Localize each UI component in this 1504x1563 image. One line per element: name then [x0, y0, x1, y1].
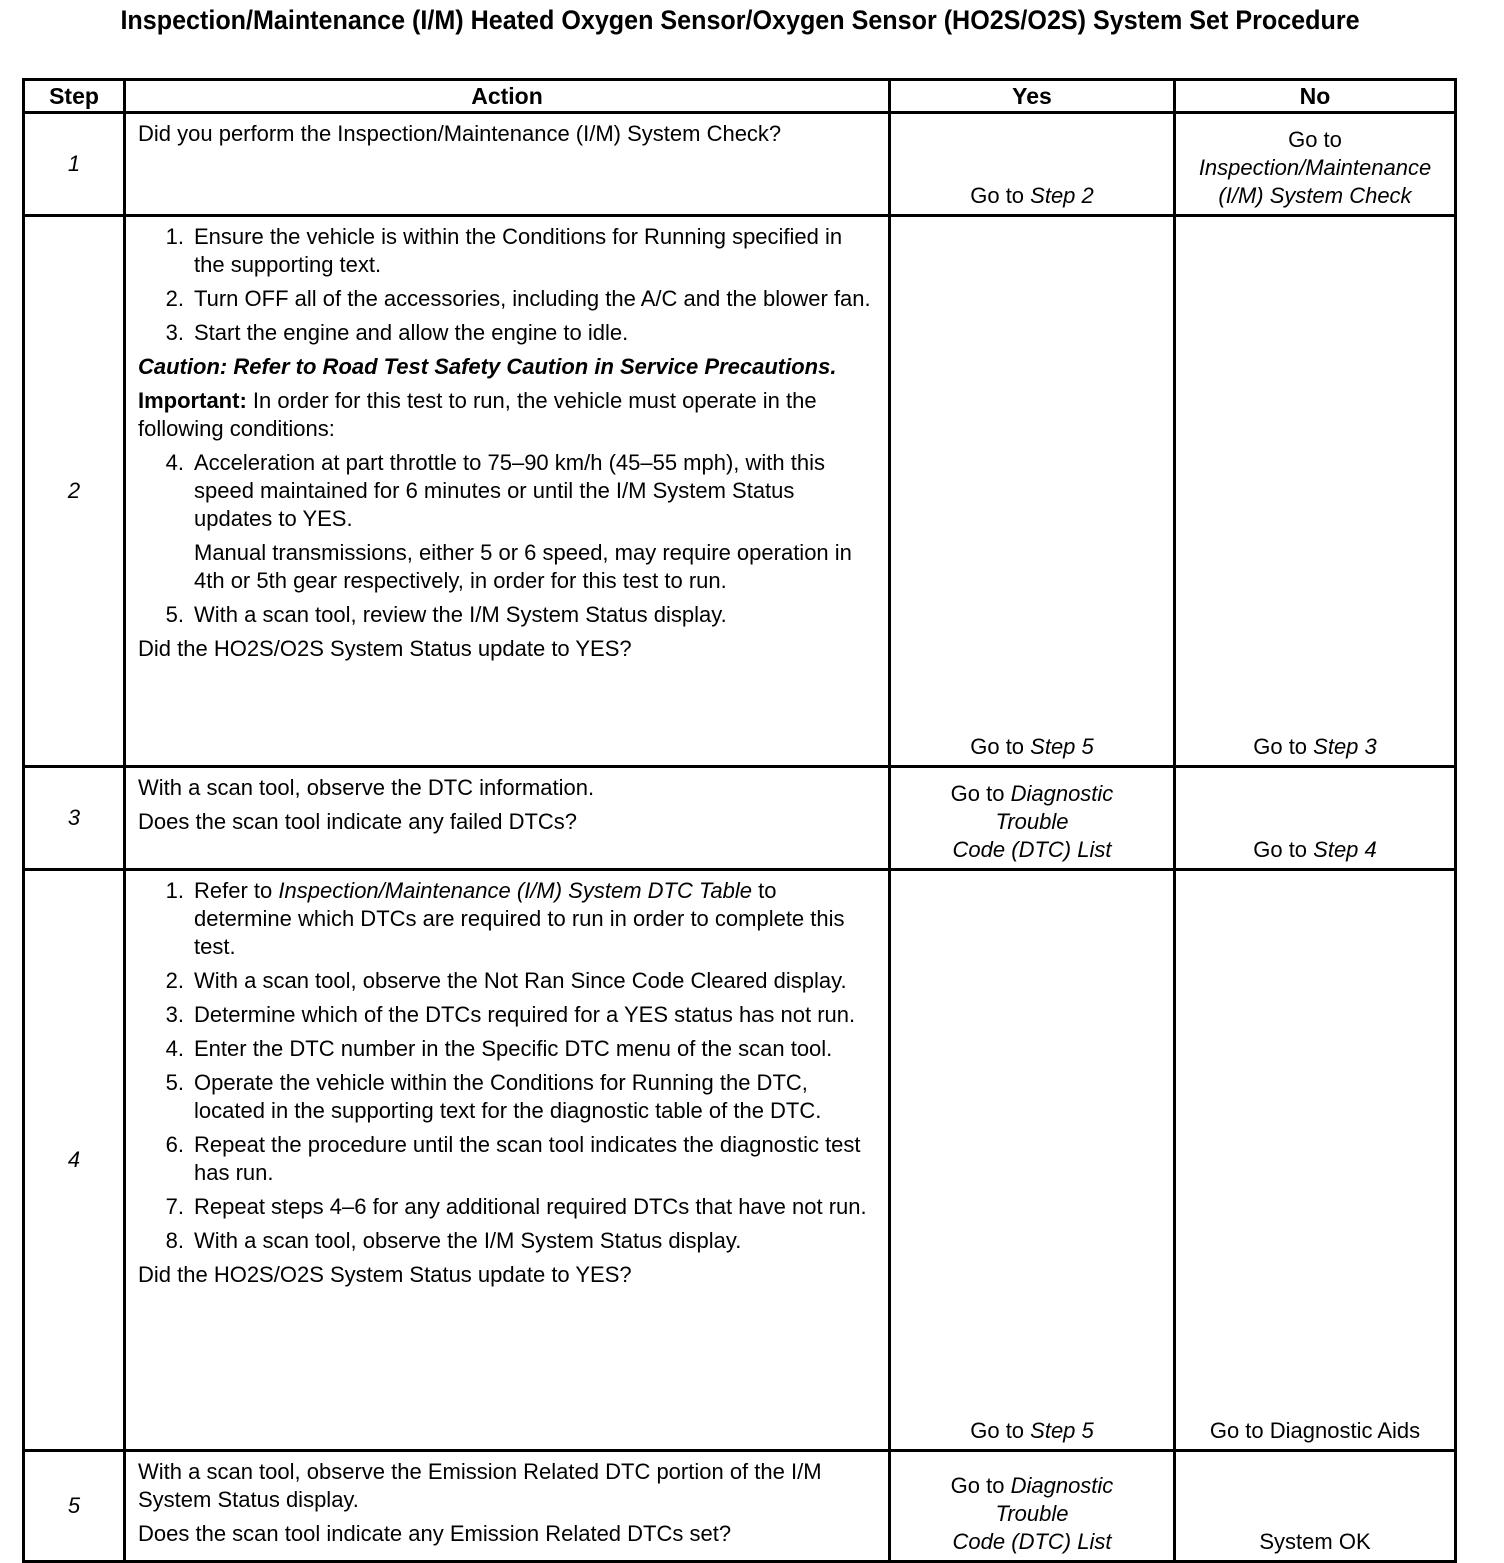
header-action: Action — [125, 80, 890, 113]
important-note — [138, 387, 878, 443]
table-row — [24, 113, 1456, 216]
header-no: No — [1175, 80, 1456, 113]
step-action — [125, 216, 890, 767]
list-item — [138, 877, 878, 961]
step-action — [125, 113, 890, 216]
yes-link-step-5[interactable]: Step 5 — [1030, 1418, 1094, 1443]
list-item — [138, 1035, 878, 1063]
list-item — [138, 601, 878, 629]
list-item — [138, 1001, 878, 1029]
item-number: 3. — [165, 320, 184, 345]
procedure-table — [22, 78, 1457, 1563]
item-text: Operate the vehicle within the Conditions for Running the DTC, located in the supporting text for the diagnostic table of the DTC. — [194, 1070, 822, 1123]
item-number: 7. — [165, 1194, 184, 1219]
item-text: Enter the DTC number in the Specific DTC menu of the scan tool. — [194, 1036, 833, 1061]
no-link-step-4[interactable]: Step 4 — [1313, 837, 1377, 862]
list-item — [138, 1227, 878, 1255]
no-prefix: Go to — [1253, 837, 1314, 862]
yes-prefix: Go to — [950, 781, 1011, 806]
yes-link-step-2[interactable]: Step 2 — [1030, 183, 1094, 208]
item-number: 6. — [165, 1132, 184, 1157]
important-text: In order for this test to run, the vehicle must operate in the following conditions: — [138, 388, 817, 441]
item-text: With a scan tool, review the I/M System Status display. — [194, 602, 727, 627]
item-text: Acceleration at part throttle to 75–90 km/h (45–55 mph), with this speed maintained for 6 minutes or until the I/M System Status updates to YES. — [194, 450, 825, 531]
yes-prefix: Go to — [970, 183, 1031, 208]
yes-link-dtc-list[interactable]: Diagnostic — [1010, 781, 1114, 806]
step-action — [125, 1451, 890, 1562]
caution-note: Caution: Refer to Road Test Safety Caution in Service Precautions. — [138, 354, 837, 379]
list-item — [138, 449, 878, 533]
item-number: 5. — [165, 1070, 184, 1095]
item-note: Manual transmissions, either 5 or 6 speed, may require operation in 4th or 5th gear respectively, in order for this test to run. — [194, 540, 852, 593]
no-cell — [1175, 870, 1456, 1451]
item-text: With a scan tool, observe the Not Ran Since Code Cleared display. — [194, 968, 847, 993]
item-text: Determine which of the DTCs required for a YES status has not run. — [194, 1002, 856, 1027]
no-cell — [1175, 113, 1456, 216]
item-number: 8. — [165, 1228, 184, 1253]
item-number: 3. — [165, 1002, 184, 1027]
item-number: 2. — [165, 968, 184, 993]
item-number: 4. — [165, 1036, 184, 1061]
step-number: 3 — [24, 767, 125, 870]
step-number: 5 — [24, 1451, 125, 1562]
step-action — [125, 870, 890, 1451]
step-number: 4 — [24, 870, 125, 1451]
table-row — [24, 1451, 1456, 1562]
page-title: Inspection/Maintenance (I/M) Heated Oxygen Sensor/Oxygen Sensor (HO2S/O2S) System Set Procedure — [120, 5, 1360, 35]
yes-prefix: Go to — [970, 734, 1031, 759]
yes-cell — [890, 870, 1175, 1451]
item-text: Repeat the procedure until the scan tool indicates the diagnostic test has run. — [194, 1132, 861, 1185]
step-question: Did the HO2S/O2S System Status update to YES? — [138, 1262, 632, 1287]
no-prefix: Go to — [1288, 127, 1342, 152]
no-cell — [1175, 767, 1456, 870]
item-number: 2. — [165, 286, 184, 311]
no-cell — [1175, 1451, 1456, 1562]
item-text: With a scan tool, observe the I/M System Status display. — [194, 1228, 742, 1253]
yes-link-dtc-list[interactable]: Trouble — [995, 1501, 1069, 1526]
table-row — [24, 767, 1456, 870]
list-item — [138, 1193, 878, 1221]
step-number: 2 — [24, 216, 125, 767]
header-yes: Yes — [890, 80, 1175, 113]
item-text: Start the engine and allow the engine to idle. — [194, 320, 629, 345]
item-text-pre: Refer to — [194, 878, 279, 903]
list-item — [138, 967, 878, 995]
table-header-row — [24, 80, 1456, 113]
step-action — [125, 767, 890, 870]
item-text-post: to determine which DTCs are required to run in order to complete this test. — [194, 878, 845, 959]
yes-cell — [890, 216, 1175, 767]
table-row — [24, 216, 1456, 767]
list-item — [138, 285, 878, 313]
yes-cell — [890, 767, 1175, 870]
table-row — [24, 870, 1456, 1451]
item-text: Ensure the vehicle is within the Conditions for Running specified in the supporting text. — [194, 224, 843, 277]
yes-link-step-5[interactable]: Step 5 — [1030, 734, 1094, 759]
yes-link-dtc-list[interactable]: Diagnostic — [1010, 1473, 1114, 1498]
item-number: 4. — [165, 450, 184, 475]
no-link-im-system-check[interactable]: Inspection/Maintenance (I/M) System Check — [1198, 155, 1432, 208]
header-step: Step — [24, 80, 125, 113]
no-link-diagnostic-aids[interactable]: Go to Diagnostic Aids — [1209, 1418, 1421, 1443]
list-item — [138, 223, 878, 279]
item-text: Repeat steps 4–6 for any additional required DTCs that have not run. — [194, 1194, 867, 1219]
item-number: 1. — [165, 224, 184, 249]
yes-link-dtc-list[interactable]: Code (DTC) List — [952, 837, 1112, 862]
item-text — [194, 877, 878, 961]
yes-prefix: Go to — [950, 1473, 1011, 1498]
im-dtc-table-link[interactable]: Inspection/Maintenance (I/M) System DTC Table — [278, 878, 752, 903]
yes-link-dtc-list[interactable]: Trouble — [995, 809, 1069, 834]
important-label: Important: — [138, 388, 247, 413]
step-number: 1 — [24, 113, 125, 216]
no-prefix: Go to — [1253, 734, 1314, 759]
step-question: Did you perform the Inspection/Maintenance (I/M) System Check? — [138, 121, 782, 146]
item-number: 1. — [165, 878, 184, 903]
item-text: Turn OFF all of the accessories, including the A/C and the blower fan. — [194, 286, 871, 311]
yes-cell — [890, 113, 1175, 216]
no-cell — [1175, 216, 1456, 767]
list-item — [138, 1069, 878, 1125]
item-number: 5. — [165, 602, 184, 627]
action-line: With a scan tool, observe the DTC information. — [138, 775, 595, 800]
no-link-step-3[interactable]: Step 3 — [1313, 734, 1377, 759]
yes-link-dtc-list[interactable]: Code (DTC) List — [952, 1529, 1112, 1554]
action-line: With a scan tool, observe the Emission Related DTC portion of the I/M System Status display. — [138, 1459, 822, 1512]
system-ok-text: System OK — [1259, 1529, 1371, 1554]
yes-cell — [890, 1451, 1175, 1562]
step-question: Does the scan tool indicate any failed DTCs? — [138, 809, 578, 834]
list-item — [138, 319, 878, 347]
yes-prefix: Go to — [970, 1418, 1031, 1443]
step-question: Does the scan tool indicate any Emission Related DTCs set? — [138, 1521, 732, 1546]
step-question: Did the HO2S/O2S System Status update to YES? — [138, 636, 632, 661]
list-item — [138, 1131, 878, 1187]
